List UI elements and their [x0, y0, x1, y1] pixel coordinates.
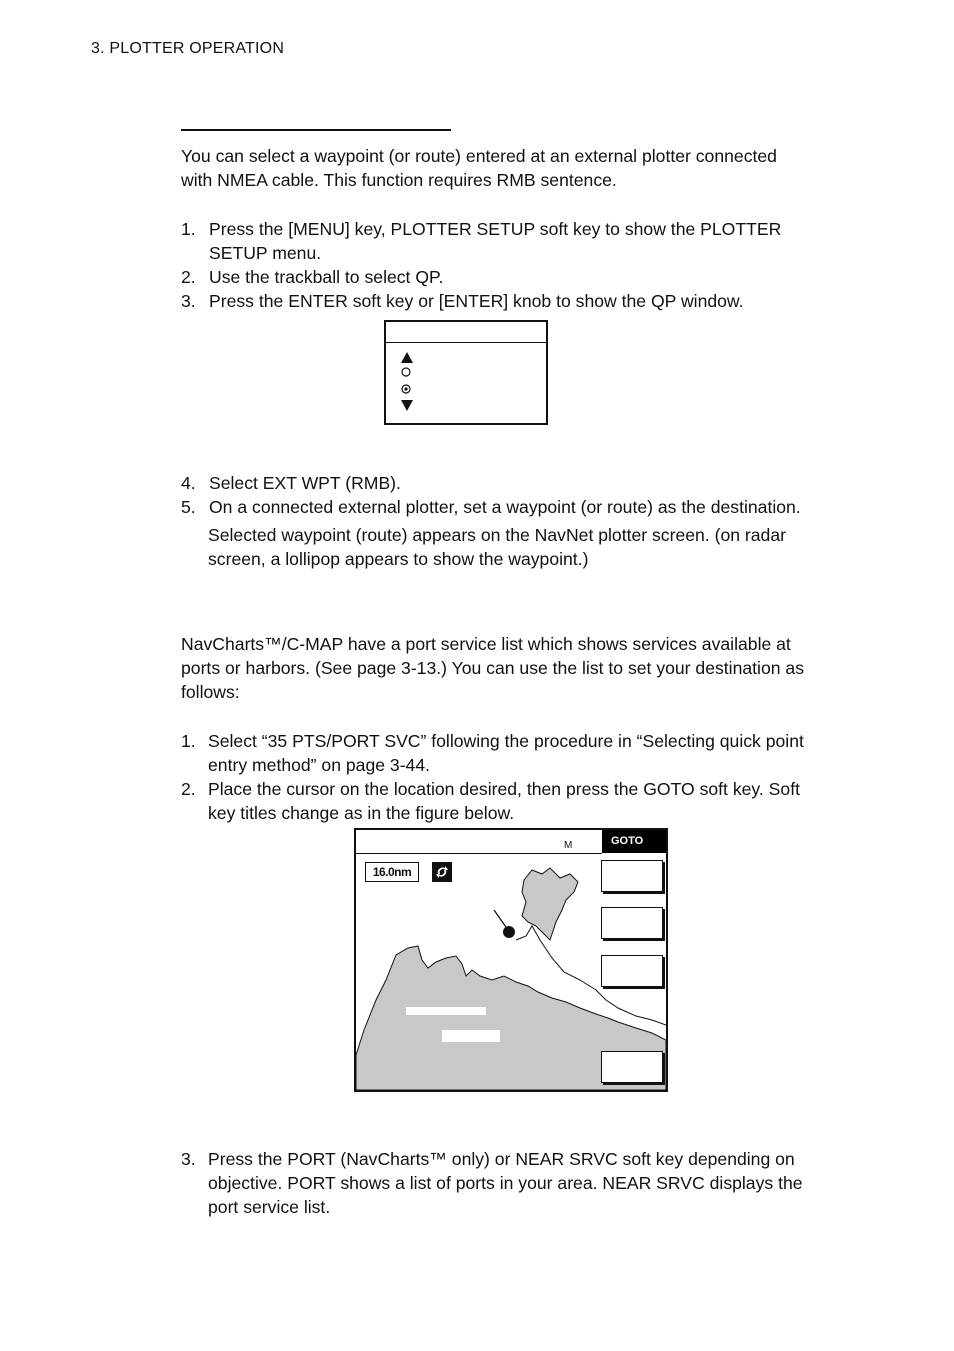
step-text: Select EXT WPT (RMB).	[209, 473, 401, 493]
step-5	[181, 495, 861, 519]
section2-intro	[181, 632, 861, 704]
step-text: On a connected external plotter, set a waypoint (or route) as the destination.	[209, 497, 801, 517]
step-3	[181, 289, 841, 313]
text-line: ports or harbors. (See page 3-13.) You can use the list to set your destination as	[181, 658, 804, 678]
step-4	[181, 471, 841, 495]
section1-intro	[181, 144, 851, 192]
step-text: SETUP menu.	[209, 243, 322, 263]
step-number: 5.	[181, 497, 196, 517]
soft-key-1[interactable]	[601, 860, 663, 892]
step-text: key titles change as in the figure below.	[208, 803, 515, 823]
triangle-up-icon	[400, 351, 414, 364]
m-label: M	[564, 840, 573, 851]
step-text: objective. PORT shows a list of ports in your area. NEAR SRVC displays the	[208, 1173, 803, 1193]
port-step-3	[181, 1147, 861, 1219]
range-scale-box: 16.0nm	[365, 862, 419, 882]
step-number: 2.	[181, 779, 196, 799]
step-text: port service list.	[208, 1197, 331, 1217]
section-rule	[181, 129, 451, 131]
step-2	[181, 265, 841, 289]
soft-key-2[interactable]	[601, 907, 663, 939]
cursor-dot	[503, 926, 515, 938]
step-5-note	[208, 523, 848, 571]
step-text: Use the trackball to select QP.	[209, 267, 444, 287]
dot-circle-icon	[400, 383, 414, 395]
plotter-screen-figure	[354, 828, 668, 1092]
port-step-1	[181, 729, 861, 777]
step-number: 1.	[181, 731, 196, 751]
step-number: 4.	[181, 473, 196, 493]
qp-window-title-bar	[386, 342, 546, 343]
circle-icon	[400, 366, 414, 378]
text-line: follows:	[181, 682, 240, 702]
step-text: Press the ENTER soft key or [ENTER] knob to show the QP window.	[209, 291, 744, 311]
place-label-box	[406, 1007, 486, 1015]
step-number: 1.	[181, 219, 196, 239]
text-line: screen, a lollipop appears to show the waypoint.)	[208, 549, 589, 569]
step-number: 3.	[181, 1149, 196, 1169]
step-1	[181, 217, 841, 265]
goto-tab[interactable]: GOTO	[602, 830, 666, 853]
step-text: entry method” on page 3-44.	[208, 755, 431, 775]
soft-key-3[interactable]	[601, 955, 663, 987]
text-line: with NMEA cable. This function requires RMB sentence.	[181, 170, 617, 190]
step-number: 2.	[181, 267, 196, 287]
step-text: Select “35 PTS/PORT SVC” following the procedure in “Selecting quick point	[208, 731, 804, 751]
triangle-down-icon	[400, 399, 414, 412]
place-label-box	[442, 1030, 500, 1042]
title-bar-line	[356, 853, 602, 854]
refresh-icon[interactable]	[432, 862, 452, 882]
soft-key-5[interactable]	[601, 1051, 663, 1083]
text-line: You can select a waypoint (or route) entered at an external plotter connected	[181, 146, 777, 166]
step-text: Place the cursor on the location desired, then press the GOTO soft key. Soft	[208, 779, 800, 799]
text-line: Selected waypoint (route) appears on the NavNet plotter screen. (on radar	[208, 525, 786, 545]
step-text: Press the PORT (NavCharts™ only) or NEAR SRVC soft key depending on	[208, 1149, 795, 1169]
port-step-2	[181, 777, 861, 825]
step-number: 3.	[181, 291, 196, 311]
step-text: Press the [MENU] key, PLOTTER SETUP soft key to show the PLOTTER	[209, 219, 782, 239]
text-line: NavCharts™/C-MAP have a port service list which shows services available at	[181, 634, 791, 654]
qp-window	[384, 320, 548, 425]
running-header: 3. PLOTTER OPERATION	[91, 40, 285, 57]
